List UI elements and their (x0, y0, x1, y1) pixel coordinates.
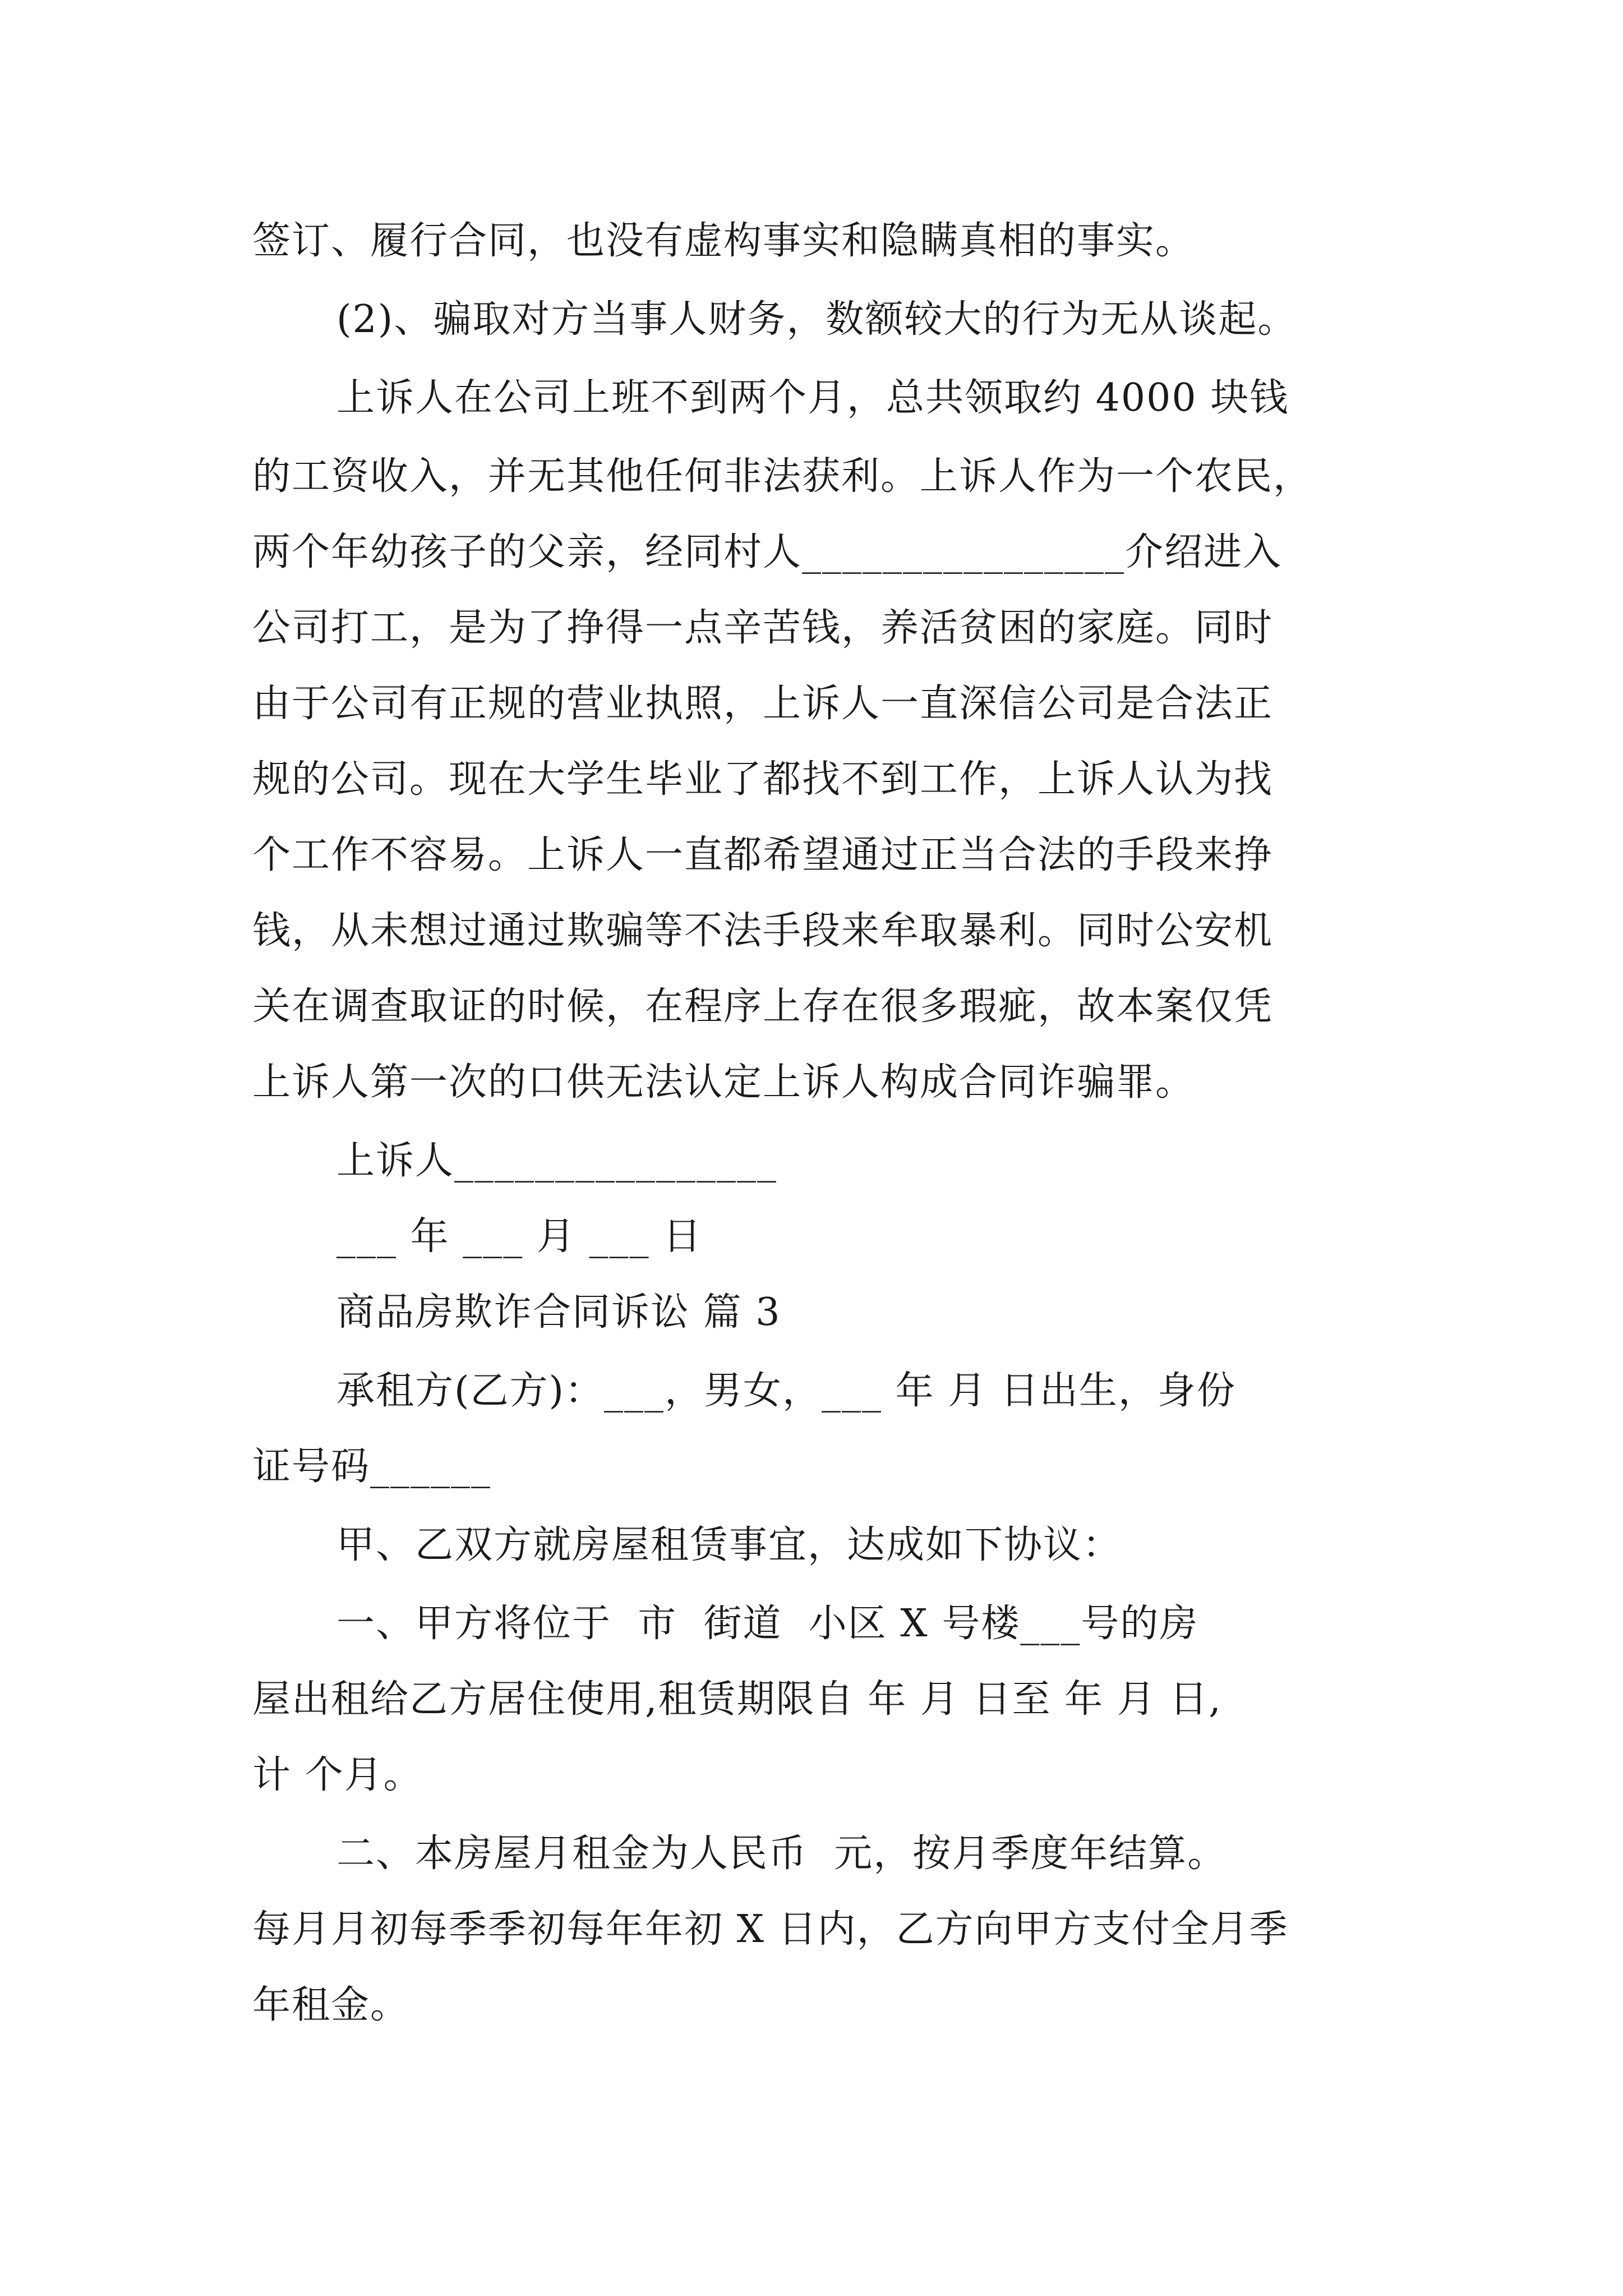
text-line: 规的公司。现在大学生毕业了都找不到工作，上诉人认为找 (252, 757, 1274, 802)
text-line: 一、甲方将位于 市 街道 小区 X 号楼___号的房 (336, 1602, 1199, 1646)
text-line: 签订、履行合同，也没有虚构事实和隐瞒真相的事实。 (252, 219, 1195, 263)
section-heading: 商品房欺诈合同诉讼 篇 3 (336, 1290, 781, 1335)
signature-line: 上诉人________________ (336, 1139, 778, 1183)
text-line: (2)、骗取对方当事人财务，数额较大的行为无从谈起。 (336, 297, 1297, 342)
date-line: ___ 年 ___ 月 ___ 日 (336, 1214, 703, 1259)
text-line: 年租金。 (252, 1983, 410, 2027)
text-line: 由于公司有正规的营业执照，上诉人一直深信公司是合法正 (252, 682, 1274, 726)
text-line: 个工作不容易。上诉人一直都希望通过正当合法的手段来挣 (252, 833, 1274, 877)
text-line: 公司打工，是为了挣得一点辛苦钱，养活贫困的家庭。同时 (252, 606, 1274, 650)
text-line: 钱，从未想过通过欺骗等不法手段来牟取暴利。同时公安机 (252, 909, 1274, 953)
text-line: 上诉人在公司上班不到两个月，总共领取约 4000 块钱 (336, 376, 1289, 420)
text-line: 甲、乙双方就房屋租赁事宜，达成如下协议： (336, 1523, 1122, 1567)
text-line: 计 个月。 (252, 1753, 423, 1797)
text-line: 上诉人第一次的口供无法认定上诉人构成合同诈骗罪。 (252, 1060, 1195, 1105)
text-line: 的工资收入，并无其他任何非法获利。上诉人作为一个农民， (252, 454, 1313, 499)
text-line: 两个年幼孩子的父亲，经同村人________________介绍进入 (252, 530, 1283, 574)
text-line: 每月月初每季季初每年年初 X 日内，乙方向甲方支付全月季 (252, 1907, 1289, 1952)
text-line: 屋出租给乙方居住使用,租赁期限自 年 月 日至 年 月 日, (252, 1677, 1222, 1722)
text-line: 关在调查取证的时候，在程序上存在很多瑕疵，故本案仅凭 (252, 984, 1274, 1029)
text-line: 二、本房屋月租金为人民币 元，按月季度年结算。 (336, 1832, 1227, 1876)
text-line: 承租方(乙方)：___，男女，___ 年 月 日出生，身份 (336, 1369, 1236, 1413)
text-line: 证号码______ (252, 1444, 492, 1489)
